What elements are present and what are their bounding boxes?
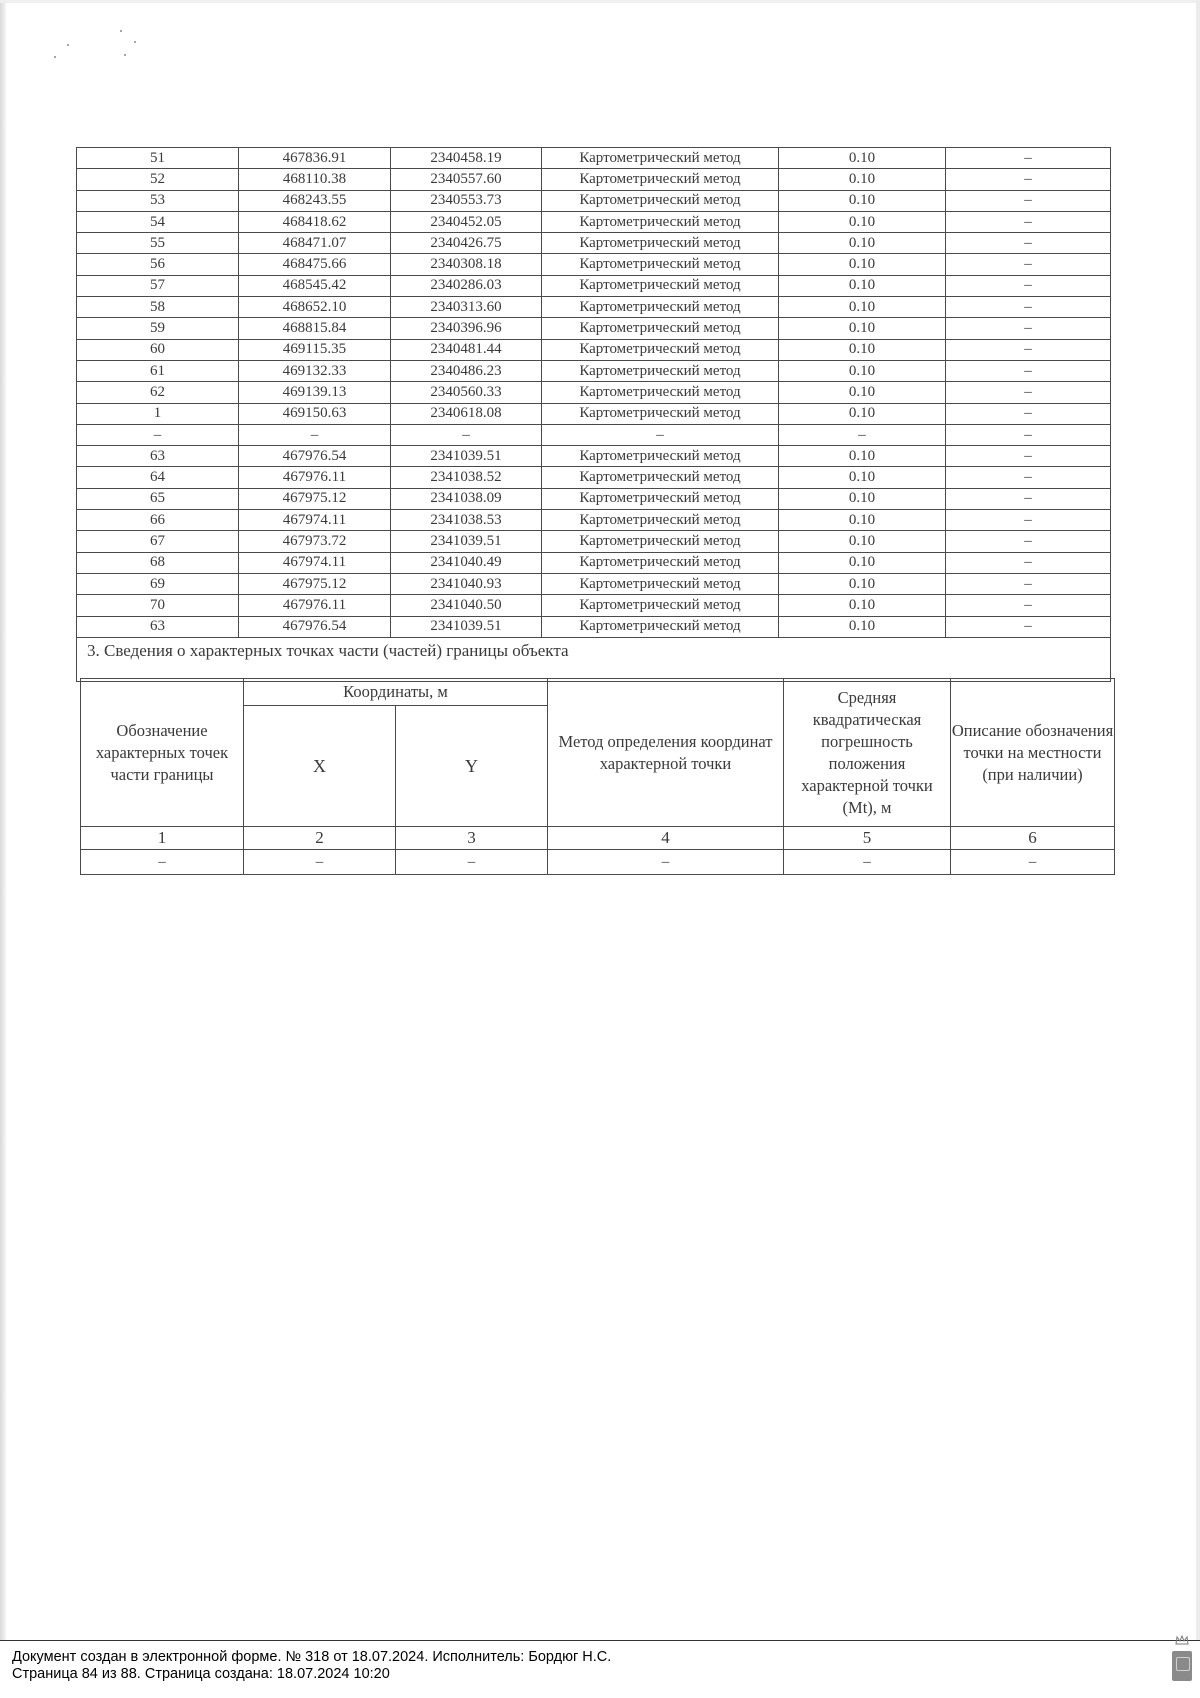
header-method: Метод определения координат характерной точки bbox=[548, 679, 784, 827]
table-cell: – bbox=[946, 552, 1111, 573]
table-cell: – bbox=[244, 850, 396, 875]
table-cell: 468475.66 bbox=[239, 254, 391, 275]
table-cell: – bbox=[946, 467, 1111, 488]
table-cell: 0.10 bbox=[779, 573, 946, 594]
table-cell: – bbox=[951, 850, 1115, 875]
table-cell: 0.10 bbox=[779, 360, 946, 381]
table-cell: 0.10 bbox=[779, 595, 946, 616]
table-row bbox=[77, 446, 1111, 467]
table-cell: 2340486.23 bbox=[391, 360, 542, 381]
table-row bbox=[77, 211, 1111, 232]
table-cell: – bbox=[81, 850, 244, 875]
table-cell: 63 bbox=[77, 446, 239, 467]
table-cell: Картометрический метод bbox=[542, 510, 779, 531]
table-cell: 67 bbox=[77, 531, 239, 552]
table-cell: 2341038.09 bbox=[391, 488, 542, 509]
table-cell: 0.10 bbox=[779, 382, 946, 403]
table-cell: 2340560.33 bbox=[391, 382, 542, 403]
table-cell: – bbox=[946, 339, 1111, 360]
table-cell: Картометрический метод bbox=[542, 360, 779, 381]
column-number: 4 bbox=[548, 827, 784, 850]
footer-page-info: Страница 84 из 88. Страница создана: 18.07.2024 10:20 bbox=[12, 1666, 390, 1682]
table-cell: 467976.11 bbox=[239, 467, 391, 488]
table-cell: 2341038.52 bbox=[391, 467, 542, 488]
column-number: 3 bbox=[396, 827, 548, 850]
table-row bbox=[77, 382, 1111, 403]
table-cell: 0.10 bbox=[779, 488, 946, 509]
table-cell: 468110.38 bbox=[239, 169, 391, 190]
table-cell: – bbox=[396, 850, 548, 875]
table-cell: 468815.84 bbox=[239, 318, 391, 339]
table-row bbox=[77, 297, 1111, 318]
column-number: 1 bbox=[81, 827, 244, 850]
table-cell: 2340618.08 bbox=[391, 403, 542, 424]
table-cell: Картометрический метод bbox=[542, 573, 779, 594]
table-cell: Картометрический метод bbox=[542, 148, 779, 169]
table-cell: 63 bbox=[77, 616, 239, 637]
table-cell: – bbox=[946, 616, 1111, 637]
table-cell: 2340426.75 bbox=[391, 233, 542, 254]
table-cell: 0.10 bbox=[779, 467, 946, 488]
column-number: 5 bbox=[784, 827, 951, 850]
column-number: 6 bbox=[951, 827, 1115, 850]
table-cell: 467975.12 bbox=[239, 488, 391, 509]
table-cell: 469139.13 bbox=[239, 382, 391, 403]
table-cell: 467974.11 bbox=[239, 510, 391, 531]
table-cell: 469115.35 bbox=[239, 339, 391, 360]
table-cell: Картометрический метод bbox=[542, 190, 779, 211]
table-cell: 65 bbox=[77, 488, 239, 509]
table-cell: – bbox=[946, 169, 1111, 190]
footer bbox=[12, 1649, 611, 1683]
table-row bbox=[77, 488, 1111, 509]
table-cell: – bbox=[946, 446, 1111, 467]
table-cell: – bbox=[548, 850, 784, 875]
crown-icon bbox=[1175, 1635, 1189, 1645]
table-cell: 2341039.51 bbox=[391, 616, 542, 637]
table-cell: 468243.55 bbox=[239, 190, 391, 211]
table-cell: Картометрический метод bbox=[542, 339, 779, 360]
table-cell: 467975.12 bbox=[239, 573, 391, 594]
scan-speck bbox=[67, 44, 69, 46]
table-cell: 69 bbox=[77, 573, 239, 594]
table-cell: – bbox=[946, 233, 1111, 254]
table-row bbox=[77, 552, 1111, 573]
section-title-row bbox=[77, 637, 1111, 681]
table-cell: 0.10 bbox=[779, 254, 946, 275]
table-cell: Картометрический метод bbox=[542, 403, 779, 424]
table-row bbox=[77, 360, 1111, 381]
table-cell: – bbox=[542, 424, 779, 445]
table-cell: – bbox=[946, 254, 1111, 275]
footer-divider bbox=[0, 1640, 1200, 1641]
table-cell: 468545.42 bbox=[239, 275, 391, 296]
column-number: 2 bbox=[244, 827, 396, 850]
table-cell: 0.10 bbox=[779, 297, 946, 318]
table-cell: 68 bbox=[77, 552, 239, 573]
table-cell: 2340313.60 bbox=[391, 297, 542, 318]
table-cell: Картометрический метод bbox=[542, 467, 779, 488]
table-cell: 2341039.51 bbox=[391, 446, 542, 467]
table-row bbox=[77, 275, 1111, 296]
part-boundary-table bbox=[80, 678, 1115, 875]
table-row bbox=[77, 233, 1111, 254]
table-cell: 2340557.60 bbox=[391, 169, 542, 190]
table-row bbox=[77, 318, 1111, 339]
table-cell: 0.10 bbox=[779, 616, 946, 637]
table-cell: 0.10 bbox=[779, 211, 946, 232]
table-cell: 0.10 bbox=[779, 148, 946, 169]
table-row bbox=[77, 467, 1111, 488]
table-cell: 467836.91 bbox=[239, 148, 391, 169]
table-cell: – bbox=[946, 531, 1111, 552]
table-cell: 2341038.53 bbox=[391, 510, 542, 531]
table-cell: 2340481.44 bbox=[391, 339, 542, 360]
scan-edge-left bbox=[0, 0, 6, 1640]
table-cell: – bbox=[946, 573, 1111, 594]
table-cell: Картометрический метод bbox=[542, 233, 779, 254]
table-row bbox=[77, 531, 1111, 552]
table-row bbox=[77, 254, 1111, 275]
table-cell: 467973.72 bbox=[239, 531, 391, 552]
table-cell: – bbox=[77, 424, 239, 445]
table-cell: 468471.07 bbox=[239, 233, 391, 254]
stamp-icon bbox=[1172, 1651, 1192, 1681]
table-cell: Картометрический метод bbox=[542, 616, 779, 637]
table-cell: – bbox=[946, 275, 1111, 296]
table-cell: 2341039.51 bbox=[391, 531, 542, 552]
table-cell: 467974.11 bbox=[239, 552, 391, 573]
table-cell: 61 bbox=[77, 360, 239, 381]
table-cell: 0.10 bbox=[779, 552, 946, 573]
table-cell: Картометрический метод bbox=[542, 488, 779, 509]
table-row bbox=[81, 850, 1115, 875]
table-cell: – bbox=[784, 850, 951, 875]
table-cell: – bbox=[946, 488, 1111, 509]
table-row bbox=[77, 339, 1111, 360]
table-cell: – bbox=[946, 360, 1111, 381]
table-cell: 467976.11 bbox=[239, 595, 391, 616]
header-x: X bbox=[244, 706, 396, 827]
scan-speck bbox=[134, 41, 136, 43]
table-cell: 2341040.93 bbox=[391, 573, 542, 594]
table-cell: Картометрический метод bbox=[542, 382, 779, 403]
scan-speck bbox=[124, 54, 126, 56]
table-cell: 2340458.19 bbox=[391, 148, 542, 169]
table-cell: 469132.33 bbox=[239, 360, 391, 381]
footer-document-info: Документ создан в электронной форме. № 318 от 18.07.2024. Исполнитель: Бордюг Н.С. bbox=[12, 1649, 612, 1665]
table-cell: 0.10 bbox=[779, 403, 946, 424]
header-description: Описание обозначения точки на местности (при наличии) bbox=[951, 679, 1115, 827]
table-cell: – bbox=[239, 424, 391, 445]
table-cell: 0.10 bbox=[779, 510, 946, 531]
table-cell: 2340553.73 bbox=[391, 190, 542, 211]
table-cell: – bbox=[779, 424, 946, 445]
table-cell: Картометрический метод bbox=[542, 297, 779, 318]
header-y: Y bbox=[396, 706, 548, 827]
table-cell: Картометрический метод bbox=[542, 595, 779, 616]
table-cell: – bbox=[946, 510, 1111, 531]
table-row bbox=[77, 169, 1111, 190]
table-cell: 2341040.50 bbox=[391, 595, 542, 616]
table-cell: 59 bbox=[77, 318, 239, 339]
table-cell: 0.10 bbox=[779, 446, 946, 467]
table-row bbox=[77, 595, 1111, 616]
scan-edge-top bbox=[0, 0, 1200, 3]
table-row bbox=[77, 190, 1111, 211]
table-cell: 66 bbox=[77, 510, 239, 531]
table-cell: – bbox=[946, 595, 1111, 616]
header-error: Средняя квадратическая погрешность положения характерной точки (Mt), м bbox=[784, 679, 951, 827]
table-cell: – bbox=[946, 190, 1111, 211]
table-row bbox=[77, 403, 1111, 424]
table-cell: 0.10 bbox=[779, 318, 946, 339]
header-coordinates: Координаты, м bbox=[244, 679, 548, 706]
table-cell: 57 bbox=[77, 275, 239, 296]
table-cell: 0.10 bbox=[779, 339, 946, 360]
table-cell: 0.10 bbox=[779, 233, 946, 254]
table-cell: 468418.62 bbox=[239, 211, 391, 232]
table-cell: 54 bbox=[77, 211, 239, 232]
table-cell: – bbox=[946, 382, 1111, 403]
table-cell: 0.10 bbox=[779, 275, 946, 296]
table-row bbox=[77, 573, 1111, 594]
scan-speck bbox=[54, 56, 56, 58]
table-cell: 468652.10 bbox=[239, 297, 391, 318]
section-title: 3. Сведения о характерных точках части (частей) границы объекта bbox=[77, 637, 1111, 681]
table-cell: 51 bbox=[77, 148, 239, 169]
table-cell: 53 bbox=[77, 190, 239, 211]
table-cell: 0.10 bbox=[779, 169, 946, 190]
scan-speck bbox=[120, 30, 122, 32]
table-cell: Картометрический метод bbox=[542, 211, 779, 232]
table-cell: – bbox=[946, 403, 1111, 424]
table-cell: 60 bbox=[77, 339, 239, 360]
table-cell: 467976.54 bbox=[239, 446, 391, 467]
table-cell: 469150.63 bbox=[239, 403, 391, 424]
table-cell: – bbox=[946, 211, 1111, 232]
table-cell: Картометрический метод bbox=[542, 275, 779, 296]
table-cell: – bbox=[946, 297, 1111, 318]
table-cell: Картометрический метод bbox=[542, 552, 779, 573]
table-cell: 56 bbox=[77, 254, 239, 275]
table-cell: Картометрический метод bbox=[542, 531, 779, 552]
table-cell: 0.10 bbox=[779, 531, 946, 552]
table-row bbox=[77, 424, 1111, 445]
table-row bbox=[77, 510, 1111, 531]
table-cell: Картометрический метод bbox=[542, 254, 779, 275]
coordinates-table bbox=[76, 147, 1111, 682]
table-cell: 70 bbox=[77, 595, 239, 616]
table-row bbox=[77, 616, 1111, 637]
table-cell: 1 bbox=[77, 403, 239, 424]
table-cell: 467976.54 bbox=[239, 616, 391, 637]
table-cell: 2340308.18 bbox=[391, 254, 542, 275]
table-cell: Картометрический метод bbox=[542, 318, 779, 339]
table-row bbox=[77, 148, 1111, 169]
table-cell: 0.10 bbox=[779, 190, 946, 211]
column-numbers-row bbox=[81, 827, 1115, 850]
table-cell: 64 bbox=[77, 467, 239, 488]
scan-edge-right bbox=[1196, 0, 1200, 1640]
table-cell: 55 bbox=[77, 233, 239, 254]
table-cell: 2340452.05 bbox=[391, 211, 542, 232]
table-cell: 58 bbox=[77, 297, 239, 318]
table-cell: 62 bbox=[77, 382, 239, 403]
table-cell: Картометрический метод bbox=[542, 446, 779, 467]
coordinates-table-body bbox=[77, 148, 1111, 638]
header-designation: Обозначение характерных точек части границы bbox=[81, 679, 244, 827]
table-cell: 2340286.03 bbox=[391, 275, 542, 296]
table-cell: – bbox=[946, 148, 1111, 169]
table-cell: – bbox=[946, 318, 1111, 339]
table-cell: 2341040.49 bbox=[391, 552, 542, 573]
table-cell: 2340396.96 bbox=[391, 318, 542, 339]
table-cell: – bbox=[391, 424, 542, 445]
table-cell: – bbox=[946, 424, 1111, 445]
table-cell: Картометрический метод bbox=[542, 169, 779, 190]
table-cell: 52 bbox=[77, 169, 239, 190]
